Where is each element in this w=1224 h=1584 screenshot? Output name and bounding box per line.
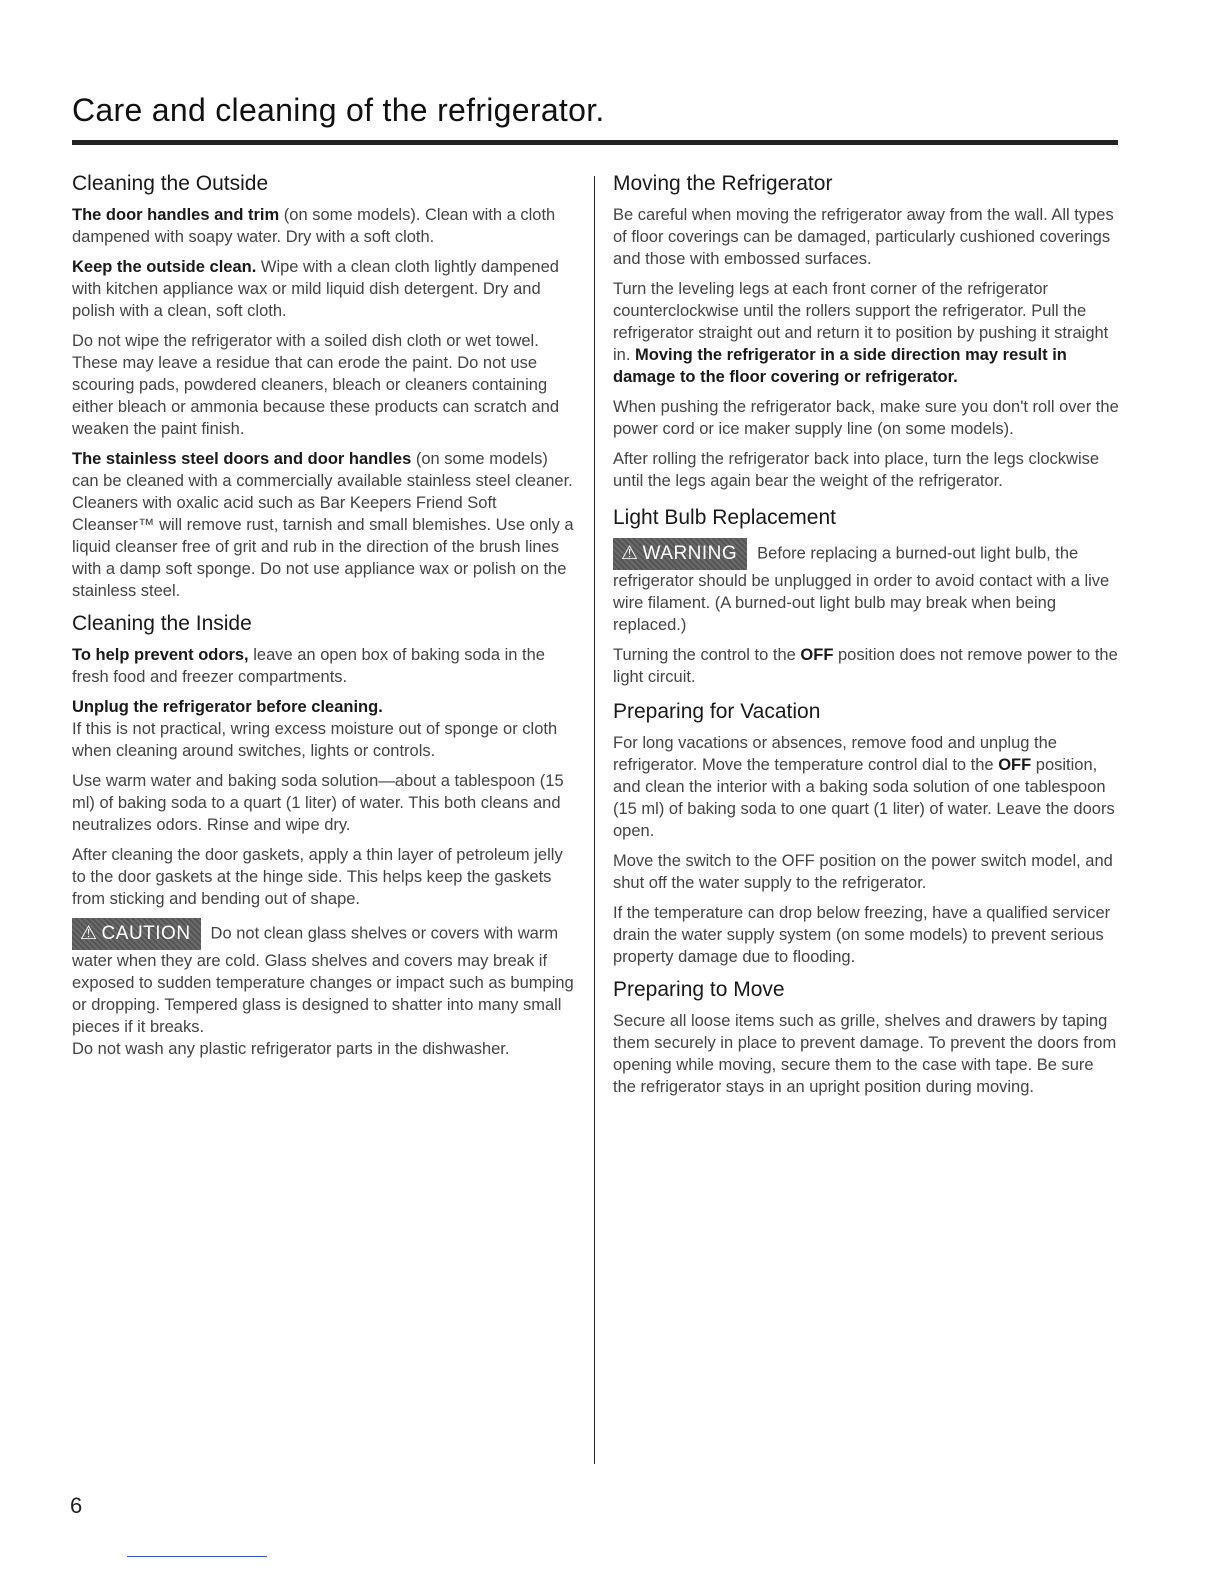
title-rule (72, 140, 1118, 145)
vacation-text-a: For long vacations or absences, remove food and unplug the refrigerator. Move the temperature control dial to the (613, 734, 1057, 774)
bottom-rule (127, 1556, 267, 1557)
paint-warning-paragraph: Do not wipe the refrigerator with a soiled dish cloth or wet towel. These may leave a residue that can erode the paint. Do not use scouring pads, powdered cleaners, bleach or cleaners containing either bleach or ammonia because these products can scratch and weaken the paint finish. (72, 332, 560, 438)
cleaning-inside-section (72, 610, 578, 1060)
warning-paragraph (613, 538, 1119, 636)
leveling-legs-paragraph (613, 278, 1119, 388)
warning-badge (613, 538, 747, 570)
light-bulb-section (613, 504, 1119, 688)
warning-text: Before replacing a burned-out light bulb, the refrigerator should be unplugged in order to avoid contact with a live wire filament. (A burned-out light bulb may break when being replaced.) (613, 544, 1110, 634)
caution-paragraph (72, 918, 578, 1038)
caution-text: Do not clean glass shelves or covers with warm water when they are cold. Glass shelves and covers may break if exposed to sudden temperature changes or impact such as bumping or dropping. Tempered glass is designed to shatter into many small pieces if it breaks. (72, 924, 574, 1036)
outside-clean-text: Wipe with a clean cloth lightly dampened with kitchen appliance wax or mild liquid dish detergent. Dry and polish with a clean, soft cloth. (72, 258, 559, 320)
warning-triangle-icon: ⚠ (621, 543, 639, 564)
odors-paragraph (72, 644, 578, 688)
preparing-move-heading: Preparing to Move (613, 978, 785, 1001)
cleaning-outside-section (72, 170, 578, 602)
outside-clean-lead: Keep the outside clean. (72, 258, 257, 276)
page-number: 6 (70, 1493, 83, 1518)
off-label: OFF (800, 646, 834, 664)
baking-soda-paragraph: Use warm water and baking soda solution—about a tablespoon (15 ml) of baking soda to a quart (1 liter) of water. This both cleans and neutralizes odors. Rinse and wipe dry. (72, 772, 564, 834)
door-handles-text: (on some models). Clean with a cloth dampened with soapy water. Dry with a soft cloth. (72, 206, 556, 246)
cleaning-outside-heading: Cleaning the Outside (72, 172, 269, 195)
moving-heading: Moving the Refrigerator (613, 172, 833, 195)
off-position-text-a: Turning the control to the (613, 646, 801, 664)
caution-label: CAUTION (101, 923, 191, 944)
vacation-paragraph (613, 732, 1119, 842)
cleaning-inside-heading: Cleaning the Inside (72, 612, 252, 635)
secure-items-paragraph: Secure all loose items such as grille, shelves and drawers by taping them securely in place to prevent damage. To prevent the doors from opening while moving, secure them to the case with tape. Be sure the refrigerator stays in an upright position during moving. (613, 1012, 1117, 1096)
vacation-heading: Preparing for Vacation (613, 700, 821, 723)
vacation-text-b: position, and clean the interior with a baking soda solution of one tablespoon (15 ml) of baking soda to one quart (1 liter) of water. Leave the doors open. (613, 756, 1115, 840)
unplug-heading: Unplug the refrigerator before cleaning. (72, 698, 383, 716)
stainless-steel-lead: The stainless steel doors and door handles (72, 450, 412, 468)
freezing-paragraph: If the temperature can drop below freezing, have a qualified servicer drain the water supply system (on some models) to prevent serious property damage due to flooding. (613, 904, 1111, 966)
legs-clockwise-paragraph: After rolling the refrigerator back into place, turn the legs clockwise until the legs again bear the weight of the refrigerator. (613, 450, 1100, 490)
stainless-steel-text: (on some models) can be cleaned with a commercially available stainless steel cleaner. Cleaners with oxalic acid such as Bar Keepers Friend Soft Cleanser™ will remove rust, tarnish and small blemishes. Use only a liquid cleanser free of grit and rub in the direction of the brush lines with a damp soft sponge. Do not use appliance wax or polish on the stainless steel. (72, 450, 574, 600)
off-position-paragraph (613, 644, 1119, 688)
caution-badge (72, 918, 201, 950)
warning-label: WARNING (642, 543, 738, 564)
warning-triangle-icon: ⚠ (80, 923, 98, 944)
left-column (72, 170, 578, 1068)
plastic-parts-paragraph: Do not wash any plastic refrigerator parts in the dishwasher. (72, 1040, 510, 1058)
preparing-move-section (613, 976, 1119, 1098)
odors-text: leave an open box of baking soda in the fresh food and freezer compartments. (72, 646, 545, 686)
outside-clean-paragraph (72, 256, 578, 322)
moving-section (613, 170, 1119, 492)
odors-lead: To help prevent odors, (72, 646, 249, 664)
power-cord-paragraph: When pushing the refrigerator back, make sure you don't roll over the power cord or ice maker supply line (on some models). (613, 398, 1119, 438)
moisture-paragraph: If this is not practical, wring excess moisture out of sponge or cloth when cleaning around switches, lights or controls. (72, 720, 558, 760)
vacation-section (613, 698, 1119, 968)
moving-careful-paragraph: Be careful when moving the refrigerator away from the wall. All types of floor coverings can be damaged, particularly cushioned coverings and those with embossed surfaces. (613, 206, 1114, 268)
right-column (613, 170, 1119, 1106)
leveling-legs-text: Turn the leveling legs at each front corner of the refrigerator counterclockwise until the rollers support the refrigerator. Pull the refrigerator straight out and return it to position by pushing it straight in. (613, 280, 1109, 364)
stainless-steel-paragraph (72, 448, 578, 602)
off-position-text-b: position does not remove power to the light circuit. (613, 646, 1118, 686)
vacation-off-label: OFF (998, 756, 1032, 774)
page-title: Care and cleaning of the refrigerator. (72, 92, 605, 128)
gaskets-paragraph: After cleaning the door gaskets, apply a thin layer of petroleum jelly to the door gaskets at the hinge side. This helps keep the gaskets from sticking and bending out of shape. (72, 846, 563, 908)
switch-off-paragraph: Move the switch to the OFF position on the power switch model, and shut off the water supply to the refrigerator. (613, 852, 1113, 892)
door-handles-lead: The door handles and trim (72, 206, 280, 224)
light-bulb-heading: Light Bulb Replacement (613, 506, 836, 529)
door-handles-paragraph (72, 204, 578, 248)
column-divider (594, 176, 595, 1464)
side-direction-warning: Moving the refrigerator in a side direction may result in damage to the floor covering or refrigerator. (613, 346, 1067, 386)
